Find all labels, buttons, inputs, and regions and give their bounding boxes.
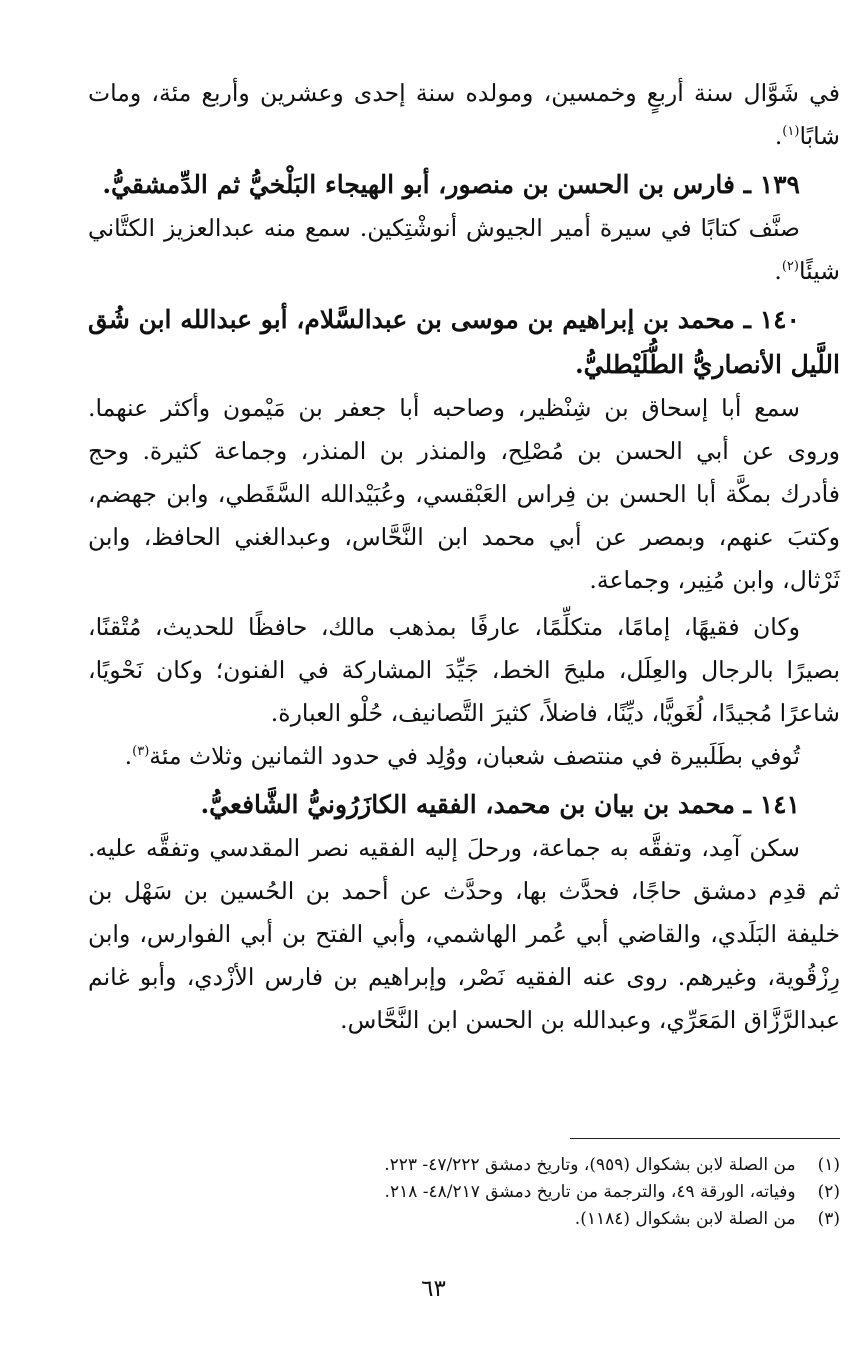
footnotes — [88, 1152, 840, 1233]
paragraph-entry-140-a: سمع أبا إسحاق بن شِنْظير، وصاحبه أبا جعفر بن مَيْمون وأكثر عنهما. وروى عن أبي الحسن بن مُصْلِح، والمنذر بن المنذر، وجماعة كثيرة. وحج فأدرك بمكَّة أبا الحسن بن فِراس العَبْقسي، وعُبَيْدالله السَّقَطي، وابن جهضم، وكتبَ عنهم، وبمصر عن أبي محمد ابن النَّحَّاس، وعبدالغني الحافظ، وابن ثَرْثال، وابن مُنِير، وجماعة. — [88, 394, 840, 594]
paragraph-entry-140-b: وكان فقيهًا، إمامًا، متكلِّمًا، عارفًا بمذهب مالك، حافظًا للحديث، مُتْقنًا، بصيرًا بالرجال والعِلَل، مليحَ الخط، جَيِّدَ المشاركة في الفنون؛ وكان نَحْويًا، شاعرًا مُجيدًا، لُغَويًّا، ديِّنًا، فاضلاً، كثيرَ التَّصانيف، حُلْو العبارة. — [88, 613, 840, 727]
footnote-ref-3: (٣) — [132, 744, 150, 760]
paragraph-entry-140-c: تُوفي بطَلَبيرة في منتصف شعبان، ووُلِد في حدود الثمانين وثلاث مئة$^{(٣)}$. — [124, 742, 800, 770]
paragraph-entry-139: صنَّف كتابًا في سيرة أمير الجيوش أنوشْتِكين. سمع منه عبدالعزيز الكتَّاني شيئًا$^{(٢)}$. — [88, 214, 840, 285]
page-number: ٦٣ — [421, 1276, 446, 1302]
paragraph-continuation: في شَوَّال سنة أربعٍ وخمسين، ومولده سنة إحدى وعشرين وأربع مئة، ومات شابًا$^{(١)}$. — [88, 79, 840, 150]
footnote-separator — [570, 1138, 840, 1139]
footnote-ref-1: (١) — [782, 124, 800, 140]
entry-heading-141: ١٤١ ـ محمد بن بيان بن محمد، الفقيه الكازَرُونيُّ الشَّافعيُّ. — [200, 790, 800, 819]
entry-heading-140: ١٤٠ ـ محمد بن إبراهيم بن موسى بن عبدالسَّلام، أبو عبدالله ابن شُق اللَّيل الأنصاريُّ الطُّلَيْطليُّ. — [88, 305, 840, 379]
footnote-2: (٢)وفياته، الورقة ٤٩، والترجمة من تاريخ دمشق ٤٨/٢١٧- ٢١٨. — [384, 1182, 840, 1202]
main-text — [88, 72, 840, 1042]
footnote-1: (١)من الصلة لابن بشكوال (٩٥٩)، وتاريخ دمشق ٤٧/٢٢٢- ٢٢٣. — [384, 1155, 840, 1175]
entry-heading-139: ١٣٩ ـ فارس بن الحسن بن منصور، أبو الهيجاء البَلْخيُّ ثم الدِّمشقيُّ. — [102, 170, 800, 199]
paragraph-entry-141: سكن آمِد، وتفقَّه به جماعة، ورحلَ إليه الفقيه نصر المقدسي وتفقَّه عليه. ثم قدِم دمشق حاجًا، فحدَّث بها، وحدَّث عن أحمد بن الحُسين بن سَهْل بن خليفة البَلَدي، والقاضي أبي عُمر الهاشمي، وأبي الفتح بن أبي الفوارس، وابن رِزْقُوية، وغيرهم. روى عنه الفقيه نَصْر، وإبراهيم بن فارس الأزْدي، وأبو غانم عبدالرَّزَّاق المَعَرِّي، وعبدالله بن الحسن ابن النَّحَّاس. — [88, 834, 841, 1034]
footnote-ref-2: (٢) — [781, 259, 799, 275]
footnote-3: (٣)من الصلة لابن بشكوال (١١٨٤). — [574, 1209, 840, 1229]
